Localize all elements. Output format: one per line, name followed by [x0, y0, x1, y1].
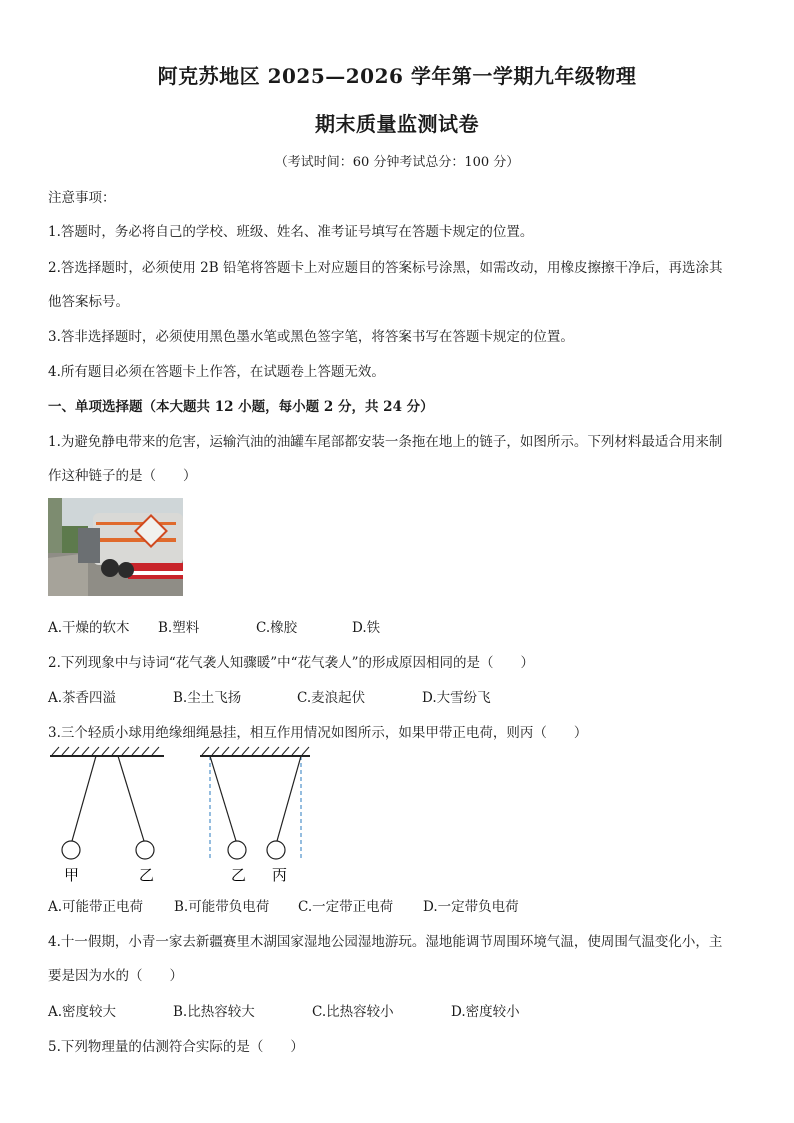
option-b[interactable]: B.比热容较大 [173, 1004, 255, 1020]
option-b[interactable]: B.塑料 [158, 620, 200, 636]
option-a[interactable]: A.干燥的软木 [48, 620, 130, 636]
exam-info: （考试时间：60 分钟考试总分：100 分） [274, 155, 520, 170]
note-item: 3.答非选择题时，必须使用黑色墨水笔或黑色签字笔，将答案书写在答题卡规定的位置。 [48, 329, 574, 345]
question-5-text: 5.下列物理量的估测符合实际的是（ ） [48, 1039, 304, 1055]
option-a[interactable]: A.密度较大 [48, 1004, 117, 1020]
notes-heading: 注意事项： [48, 190, 116, 206]
option-c[interactable]: C.麦浪起伏 [297, 690, 366, 706]
option-d[interactable]: D.一定带负电荷 [423, 899, 519, 915]
option-c[interactable]: C.橡胶 [256, 620, 298, 636]
label-yi-right: 乙 [231, 866, 247, 884]
tanker-truck-photo [48, 498, 183, 596]
page-subtitle: 期末质量监测试卷 [315, 112, 479, 136]
option-d[interactable]: D.密度较小 [451, 1004, 520, 1020]
page-title: 阿克苏地区 2025—2026 学年第一学期九年级物理 [157, 64, 637, 88]
question-4-text: 4.十一假期，小青一家去新疆赛里木湖国家湿地公园湿地游玩。湿地能调节周围环境气温，使周围气温变化小，主 [48, 934, 723, 950]
question-3-text: 3.三个轻质小球用绝缘细绳悬挂，相互作用情况如图所示，如果甲带正电荷，则丙（ ） [48, 725, 588, 741]
label-jia: 甲 [64, 866, 80, 884]
option-b[interactable]: B.尘土飞扬 [173, 690, 242, 706]
question-1-text: 1.为避免静电带来的危害，运输汽油的油罐车尾部都安装一条拖在地上的链子，如图所示。下列材料最适合用来制 [48, 434, 723, 450]
note-item: 4.所有题目必须在答题卡上作答，在试题卷上答题无效。 [48, 364, 385, 380]
option-b[interactable]: B.可能带负电荷 [174, 899, 270, 915]
question-2-text: 2.下列现象中与诗词“花气袭人知骤暖”中“花气袭人”的形成原因相同的是（ ） [48, 655, 534, 671]
question-2-options [48, 686, 491, 706]
question-3-options [48, 895, 519, 915]
option-d[interactable]: D.铁 [352, 620, 381, 636]
question-1-options [48, 616, 380, 636]
label-yi-left: 乙 [139, 866, 155, 884]
label-bing: 丙 [272, 866, 288, 884]
question-4-options [48, 1000, 520, 1020]
question-1-text-cont: 作这种链子的是（ ） [48, 468, 197, 484]
option-a[interactable]: A.可能带正电荷 [48, 899, 144, 915]
option-d[interactable]: D.大雪纷飞 [422, 690, 491, 706]
option-a[interactable]: A.茶香四溢 [48, 690, 117, 706]
option-c[interactable]: C.比热容较小 [312, 1004, 394, 1020]
note-item: 他答案标号。 [48, 294, 129, 310]
option-c[interactable]: C.一定带正电荷 [298, 899, 394, 915]
question-4-text-cont: 要是因为水的（ ） [48, 968, 183, 984]
charged-spheres-diagram [48, 744, 318, 890]
section-heading: 一、单项选择题（本大题共 12 小题，每小题 2 分，共 24 分） [48, 399, 434, 415]
note-item: 2.答选择题时，必须使用 2B 铅笔将答题卡上对应题目的答案标号涂黑，如需改动，用橡皮擦擦干净后，再选涂其 [48, 260, 723, 276]
note-item: 1.答题时，务必将自己的学校、班级、姓名、准考证号填写在答题卡规定的位置。 [48, 224, 534, 240]
